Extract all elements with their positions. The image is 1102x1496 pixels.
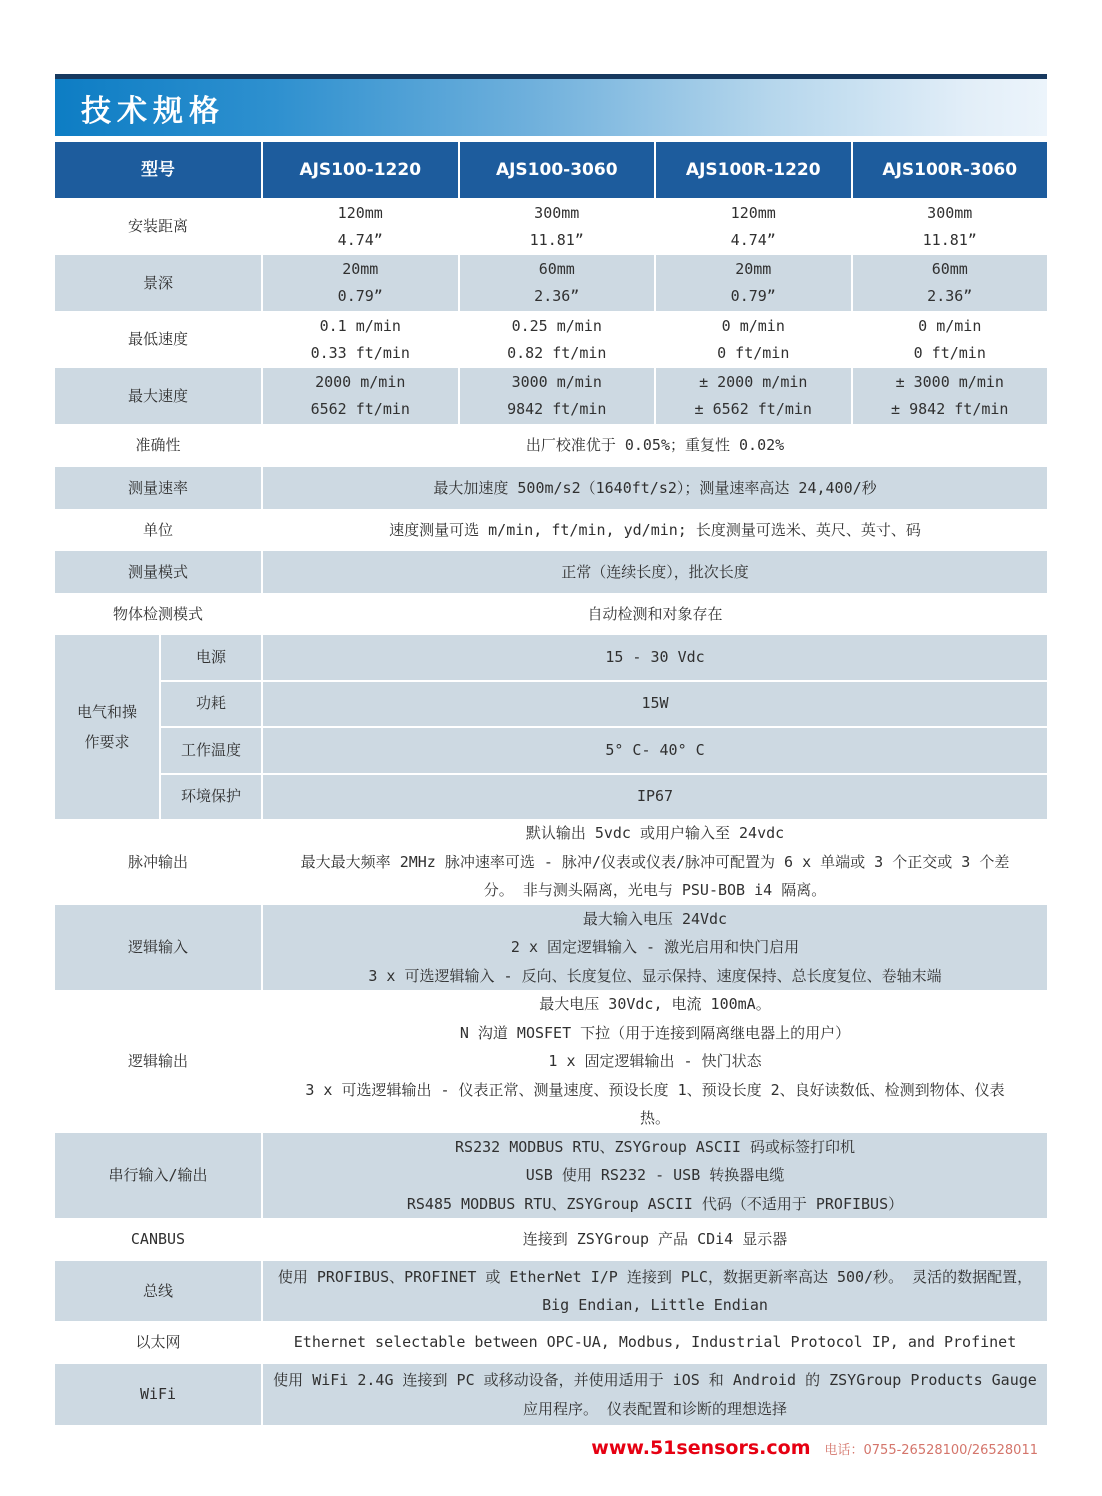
row-power-consumption: [161, 682, 1047, 727]
row-label: 以太网: [135, 1333, 181, 1351]
column-header-ajs100r-1220: AJS100R-1220: [656, 142, 851, 198]
spec-value: Ethernet selectable between OPC-UA, Modbus, Industrial Protocol IP, and Profinet: [293, 1333, 1017, 1351]
row-label: 物体检测模式: [112, 604, 203, 623]
row-label: 准确性: [135, 436, 181, 454]
row-power-supply: [161, 635, 1047, 680]
phone-number: 电话：0755-26528100/26528011: [824, 1442, 1038, 1458]
table-header-row: [55, 142, 1047, 198]
spec-cell: 3000 m/min 9842 ft/min: [460, 368, 655, 424]
spec-cell: 0.1 m/min 0.33 ft/min: [310, 316, 410, 362]
row-label: CANBUS: [130, 1230, 186, 1248]
page-footer: [55, 1437, 1038, 1459]
spec-cell: 2000 m/min 6562 ft/min: [263, 368, 458, 424]
row-min-speed: [55, 311, 1047, 368]
row-label: 最低速度: [127, 330, 188, 348]
row-object-detection: [55, 593, 1047, 635]
sub-label: 电源: [161, 635, 261, 680]
row-bus: [55, 1261, 1047, 1321]
row-label: 逻辑输出: [127, 1052, 188, 1070]
sub-label: 工作温度: [161, 728, 261, 773]
spec-cell: 0 m/min 0 ft/min: [913, 316, 986, 362]
spec-cell: ± 3000 m/min ± 9842 ft/min: [853, 368, 1048, 424]
spec-value: 正常（连续长度），批次长度: [263, 551, 1047, 593]
title-banner: [55, 74, 1047, 136]
sub-label: 环境保护: [161, 775, 261, 820]
row-label: 总线: [55, 1261, 261, 1321]
row-label: 安装距离: [127, 217, 188, 235]
column-header-ajs100-3060: AJS100-3060: [460, 142, 655, 198]
spec-value: 使用 WiFi 2.4G 连接到 PC 或移动设备，并使用适用于 iOS 和 Android 的 ZSYGroup Products Gauge 应用程序。 仪表配置和诊断的理想选择: [263, 1364, 1047, 1425]
row-ethernet: [55, 1321, 1047, 1364]
spec-value: 最大电压 30Vdc, 电流 100mA。 N 沟道 MOSFET 下拉（用于连接到隔离继电器上的用户） 1 x 固定逻辑输出 - 快门状态 3 x 可选逻辑输出 - 仪表正常、测量速度、预设长度 1、预设长度 2、良好读数低、检测到物体、仪表 热。: [305, 995, 1005, 1128]
row-operating-temperature: [161, 728, 1047, 773]
spec-value: 最大加速度 500m/s2（1640ft/s2）；测量速率高达 24,400/秒: [263, 467, 1047, 509]
spec-cell: 120mm 4.74”: [730, 203, 776, 249]
spec-cell: 20mm 0.79”: [263, 255, 458, 311]
spec-value: 最大输入电压 24Vdc 2 x 固定逻辑输入 - 激光启用和快门启用 3 x 可选逻辑输入 - 反向、长度复位、显示保持、速度保持、总长度复位、卷轴末端: [263, 905, 1047, 990]
spec-value: 速度测量可选 m/min, ft/min, yd/min; 长度测量可选米、英尺、英寸、码: [389, 520, 921, 539]
row-label: 测量模式: [55, 551, 261, 593]
spec-value: IP67: [263, 775, 1047, 820]
spec-cell: 60mm 2.36”: [853, 255, 1048, 311]
row-label: 最大速度: [55, 368, 261, 424]
row-label: 单位: [142, 520, 173, 539]
spec-cell: 60mm 2.36”: [460, 255, 655, 311]
row-label: 景深: [55, 255, 261, 311]
column-header-model: 型号: [55, 142, 261, 198]
spec-value: 使用 PROFIBUS、PROFINET 或 EtherNet I/P 连接到 PLC，数据更新率高达 500/秒。 灵活的数据配置， Big Endian, Little Endian: [263, 1261, 1047, 1321]
page-title: 技术规格: [81, 93, 225, 129]
row-max-speed: [55, 368, 1047, 424]
row-canbus: [55, 1218, 1047, 1261]
spec-value: 5° C- 40° C: [263, 728, 1047, 773]
row-depth-of-field: [55, 255, 1047, 311]
row-accuracy: [55, 424, 1047, 467]
spec-cell: 300mm 11.81”: [922, 203, 977, 249]
spec-value: 15W: [263, 682, 1047, 727]
row-units: [55, 509, 1047, 551]
row-label: 串行输入/输出: [55, 1133, 261, 1218]
spec-cell: 20mm 0.79”: [656, 255, 851, 311]
spec-value: 默认输出 5vdc 或用户输入至 24vdc 最大最大频率 2MHz 脉冲速率可选 - 脉冲/仪表或仪表/脉冲可配置为 6 x 单端或 3 个正交或 3 个差 分。 非与测头隔离，光电与 PSU-BOB i4 隔离。: [300, 824, 1010, 900]
spec-cell: ± 2000 m/min ± 6562 ft/min: [656, 368, 851, 424]
spec-table: [55, 142, 1047, 1425]
row-serial-io: [55, 1133, 1047, 1218]
group-label: 电气和操 作要求: [55, 635, 159, 819]
row-install-distance: [55, 198, 1047, 255]
row-measurement-rate: [55, 467, 1047, 509]
column-header-ajs100r-3060: AJS100R-3060: [853, 142, 1048, 198]
column-header-ajs100-1220: AJS100-1220: [263, 142, 458, 198]
spec-cell: 0 m/min 0 ft/min: [717, 316, 790, 362]
row-logic-input: [55, 905, 1047, 990]
spec-value: 15 - 30 Vdc: [263, 635, 1047, 680]
sub-label: 功耗: [161, 682, 261, 727]
spec-value: 出厂校准优于 0.05%；重复性 0.02%: [525, 436, 785, 454]
website-link[interactable]: www.51sensors.com: [591, 1437, 811, 1459]
row-label: WiFi: [55, 1364, 261, 1425]
row-environmental-protection: [161, 775, 1047, 820]
spec-value: 自动检测和对象存在: [587, 604, 723, 623]
row-wifi: [55, 1364, 1047, 1425]
row-label: 逻辑输入: [55, 905, 261, 990]
spec-cell: 120mm 4.74”: [337, 203, 383, 249]
row-measurement-mode: [55, 551, 1047, 593]
row-label: 测量速率: [55, 467, 261, 509]
spec-cell: 0.25 m/min 0.82 ft/min: [507, 316, 607, 362]
row-pulse-output: [55, 819, 1047, 905]
row-label: 脉冲输出: [127, 852, 188, 871]
row-logic-output: [55, 990, 1047, 1133]
electrical-requirements-block: [55, 635, 1047, 819]
spec-value: 连接到 ZSYGroup 产品 CDi4 显示器: [522, 1230, 788, 1248]
spec-cell: 300mm 11.81”: [529, 203, 584, 249]
spec-value: RS232 MODBUS RTU、ZSYGroup ASCII 码或标签打印机 USB 使用 RS232 - USB 转换器电缆 RS485 MODBUS RTU、ZSYGroup ASCII 代码（不适用于 PROFIBUS）: [263, 1133, 1047, 1218]
